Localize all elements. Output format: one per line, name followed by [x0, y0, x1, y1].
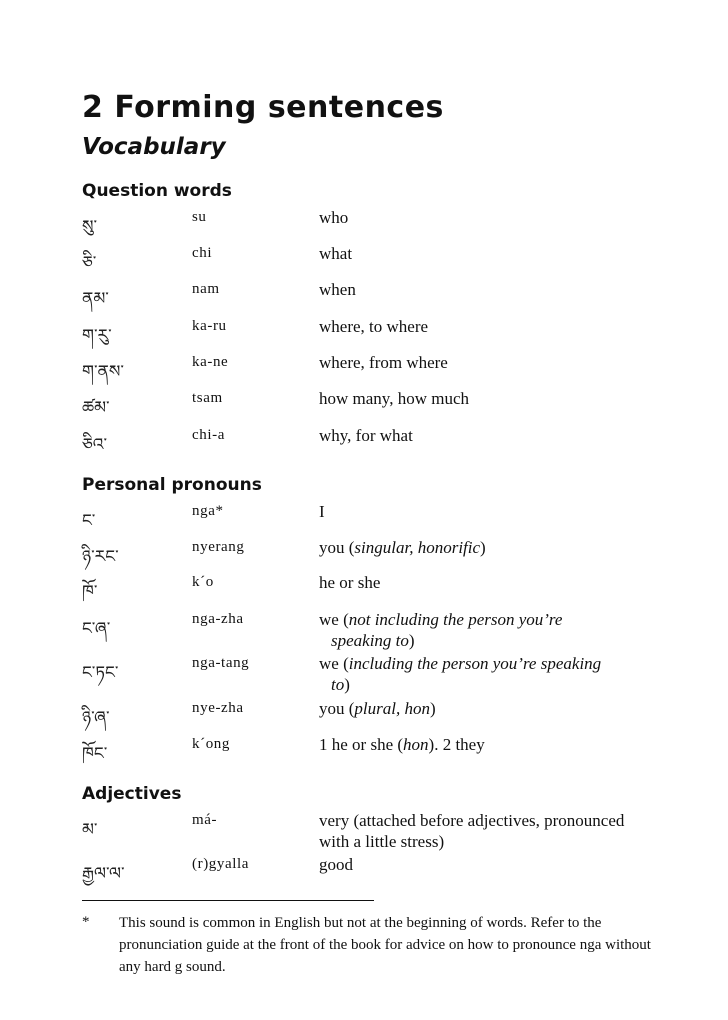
chapter-title: 2 Forming sentences	[82, 90, 444, 125]
tibetan-term: ཁོ་	[82, 582, 98, 602]
tibetan-term: ང་ཞ་	[82, 619, 111, 639]
tibetan-term: ནམ་	[82, 289, 109, 309]
tibetan-term: ང་	[82, 511, 96, 531]
footnote-marker: *	[82, 914, 90, 930]
romanization: k´ong	[192, 736, 230, 752]
english-meaning-line: we (including the person you’re speaking	[319, 654, 602, 673]
romanization: chi	[192, 245, 213, 261]
english-meaning: he or she	[319, 573, 381, 592]
english-meaning-continuation: with a little stress)	[319, 832, 445, 851]
tibetan-term: ཅིའ་	[82, 435, 108, 455]
group-heading-adjectives: Adjectives	[82, 784, 182, 804]
tibetan-term: ག་ནས་	[82, 362, 124, 382]
english-meaning: how many, how much	[319, 389, 469, 408]
romanization: su	[192, 209, 207, 225]
english-meaning: you (singular, honorific)	[319, 538, 486, 557]
english-meaning-continuation: to)	[331, 675, 350, 694]
english-meaning-line: very (attached before adjectives, pronounced	[319, 811, 625, 830]
section-title: Vocabulary	[82, 134, 226, 160]
tibetan-term: རྒྱལ་ལ་	[82, 864, 125, 884]
romanization: nye-zha	[192, 700, 244, 716]
tibetan-term: ཅི་	[82, 253, 97, 273]
english-meaning	[319, 653, 659, 695]
tibetan-term: ཉི་ཞ་	[82, 708, 110, 728]
romanization: chi-a	[192, 427, 225, 443]
romanization: nga-zha	[192, 611, 244, 627]
romanization: ka-ru	[192, 318, 227, 334]
group-heading-personal-pronouns: Personal pronouns	[82, 475, 262, 495]
romanization: nyerang	[192, 539, 245, 555]
english-meaning-line: we (not including the person you’re	[319, 610, 563, 629]
tibetan-term: ག་རུ་	[82, 326, 112, 346]
romanization: k´o	[192, 574, 214, 590]
english-meaning: good	[319, 855, 353, 874]
english-meaning: where, to where	[319, 317, 429, 336]
tibetan-term: ཁོང་	[82, 744, 108, 764]
tibetan-term: མ་	[82, 820, 98, 840]
footnote-rule	[82, 900, 374, 901]
romanization: nga*	[192, 503, 224, 519]
english-meaning: you (plural, hon)	[319, 699, 436, 718]
english-meaning: 1 he or she (hon). 2 they	[319, 735, 485, 754]
english-meaning	[319, 609, 659, 651]
romanization: tsam	[192, 390, 223, 406]
english-meaning: when	[319, 280, 356, 299]
english-meaning: who	[319, 208, 349, 227]
english-meaning-continuation: speaking to)	[331, 631, 415, 650]
group-heading-question-words: Question words	[82, 181, 232, 201]
tibetan-term: སུ་	[82, 217, 98, 237]
english-meaning: what	[319, 244, 353, 263]
tibetan-term: ཚམ་	[82, 398, 110, 418]
romanization: nam	[192, 281, 220, 297]
footnote-text: This sound is common in English but not at the beginning of words. Refer to the pronunciation guide at the front of the book for advice on how to pronounce nga without any hard g sound.	[119, 915, 651, 975]
tibetan-term: ཉི་རང་	[82, 547, 119, 567]
tibetan-term: ང་ཏང་	[82, 663, 119, 683]
romanization: má-	[192, 812, 218, 828]
english-meaning	[319, 810, 659, 852]
romanization: (r)gyalla	[192, 856, 250, 872]
romanization: ka-ne	[192, 354, 229, 370]
english-meaning: why, for what	[319, 426, 413, 445]
romanization: nga-tang	[192, 655, 250, 671]
english-meaning: I	[319, 502, 325, 521]
english-meaning: where, from where	[319, 353, 448, 372]
